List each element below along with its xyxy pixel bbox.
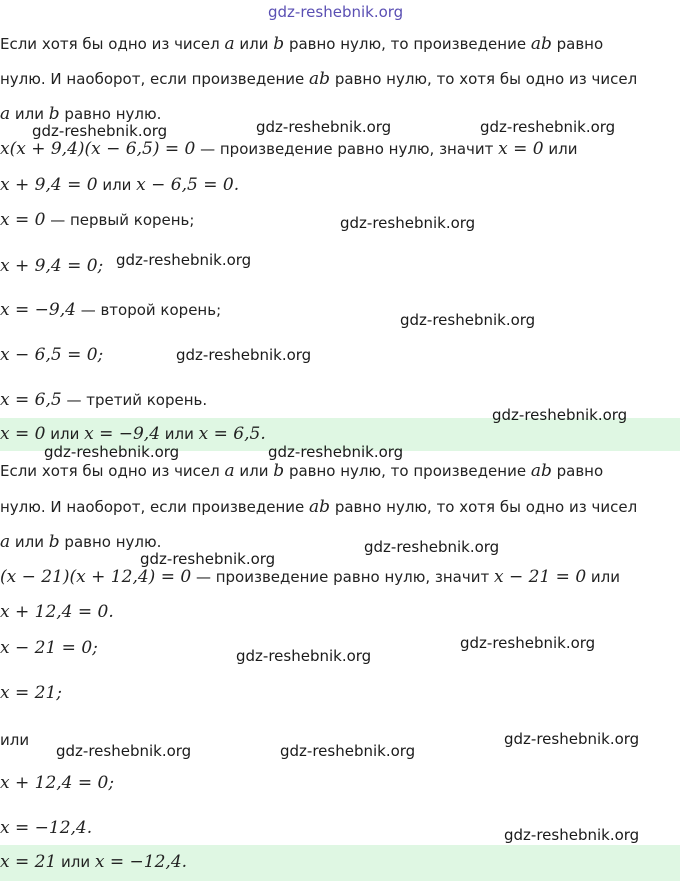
intro-line-1-b	[0, 461, 603, 481]
intro-line-1	[0, 34, 603, 54]
watermark: gdz-reshebnik.org	[140, 550, 276, 568]
intro-line-3-b	[0, 532, 161, 552]
equation: x = 0	[0, 210, 46, 230]
equation: x + 9,4 = 0	[0, 175, 98, 195]
root-label: — второй корень;	[75, 301, 222, 319]
equation-main-1	[0, 139, 578, 159]
answer-1	[0, 424, 266, 444]
equation: x − 21 = 0	[494, 567, 587, 587]
explanation-text: — произведение равно нулю, значит	[195, 140, 499, 158]
var-a: a	[224, 34, 235, 54]
watermark: gdz-reshebnik.org	[504, 730, 640, 748]
top-watermark[interactable]: gdz-reshebnik.org	[268, 3, 404, 21]
watermark: gdz-reshebnik.org	[492, 406, 628, 424]
answer-value: x = 21	[0, 852, 57, 872]
or-word: или	[234, 35, 274, 53]
or-word: или	[45, 425, 85, 443]
equation-5: x − 6,5 = 0;	[0, 345, 104, 365]
var-b: b	[273, 461, 285, 481]
watermark: gdz-reshebnik.org	[340, 214, 476, 232]
intro-text: нулю. И наоборот, если произведение	[0, 70, 310, 88]
var-ab: ab	[530, 461, 552, 481]
equation-line-2	[0, 175, 239, 195]
explanation-text: или	[586, 568, 620, 586]
var-b: b	[48, 104, 60, 124]
var-b: b	[273, 34, 285, 54]
equation: x(x + 9,4)(x − 6,5) = 0	[0, 139, 196, 159]
watermark: gdz-reshebnik.org	[44, 443, 180, 461]
watermark: gdz-reshebnik.org	[268, 443, 404, 461]
var-ab: ab	[530, 34, 552, 54]
intro-line-3	[0, 104, 161, 124]
equation-main-2	[0, 567, 620, 587]
var-a: a	[0, 104, 11, 124]
watermark: gdz-reshebnik.org	[256, 118, 392, 136]
intro-text: равно нулю, то хотя бы одно из чисел	[330, 70, 638, 88]
or-word: или	[234, 462, 274, 480]
intro-line-2-b	[0, 497, 637, 517]
watermark: gdz-reshebnik.org	[116, 251, 252, 269]
answer-2	[0, 852, 187, 872]
or-line: или	[0, 731, 30, 749]
or-word: или	[160, 425, 199, 443]
root-3	[0, 390, 207, 410]
equation: (x − 21)(x + 12,4) = 0	[0, 567, 192, 587]
intro-text: равно нулю, то произведение	[284, 462, 531, 480]
answer-value: x = 6,5.	[198, 424, 266, 444]
equation: x = 6,5	[0, 390, 62, 410]
equation-4-b: x = 21;	[0, 683, 62, 703]
explanation-text: или	[543, 140, 578, 158]
equation-5-b: x + 12,4 = 0;	[0, 773, 115, 793]
equation-line-2-b: x + 12,4 = 0.	[0, 602, 114, 622]
watermark: gdz-reshebnik.org	[364, 538, 500, 556]
intro-text: равно	[551, 462, 604, 480]
equation-6-b: x = −12,4.	[0, 818, 93, 838]
answer-value: x = 0	[0, 424, 46, 444]
watermark: gdz-reshebnik.org	[504, 826, 640, 844]
intro-text: равно нулю, то хотя бы одно из чисел	[330, 498, 638, 516]
answer-value: x = −9,4	[84, 424, 161, 444]
equation: x = −9,4	[0, 300, 76, 320]
intro-text: Если хотя бы одно из чисел	[0, 462, 225, 480]
intro-text: нулю. И наоборот, если произведение	[0, 498, 310, 516]
var-ab: ab	[309, 497, 331, 517]
var-a: a	[224, 461, 235, 481]
equation: x − 6,5 = 0.	[136, 175, 240, 195]
root-2	[0, 300, 221, 320]
root-label: — третий корень.	[61, 391, 208, 409]
intro-line-2	[0, 69, 637, 89]
watermark: gdz-reshebnik.org	[460, 634, 596, 652]
intro-text: равно нулю, то произведение	[284, 35, 531, 53]
watermark: gdz-reshebnik.org	[480, 118, 616, 136]
explanation-text: — произведение равно нулю, значит	[191, 568, 494, 586]
equation-3-b: x − 21 = 0;	[0, 638, 98, 658]
intro-text: равно нулю.	[59, 105, 162, 123]
equation: x = 0	[498, 139, 544, 159]
or-word: или	[10, 533, 49, 551]
answer-value: x = −12,4.	[94, 852, 188, 872]
or-word: или	[97, 176, 137, 194]
watermark: gdz-reshebnik.org	[280, 742, 416, 760]
var-ab: ab	[309, 69, 331, 89]
var-b: b	[48, 532, 60, 552]
intro-text: Если хотя бы одно из чисел	[0, 35, 225, 53]
or-word: или	[56, 853, 95, 871]
watermark: gdz-reshebnik.org	[32, 122, 168, 140]
or-word: или	[10, 105, 49, 123]
watermark: gdz-reshebnik.org	[176, 346, 312, 364]
var-a: a	[0, 532, 11, 552]
watermark: gdz-reshebnik.org	[56, 742, 192, 760]
root-1	[0, 210, 194, 230]
watermark: gdz-reshebnik.org	[236, 647, 372, 665]
equation-3: x + 9,4 = 0;	[0, 256, 104, 276]
watermark: gdz-reshebnik.org	[400, 311, 536, 329]
root-label: — первый корень;	[45, 211, 195, 229]
intro-text: равно нулю.	[59, 533, 162, 551]
intro-text: равно	[551, 35, 604, 53]
